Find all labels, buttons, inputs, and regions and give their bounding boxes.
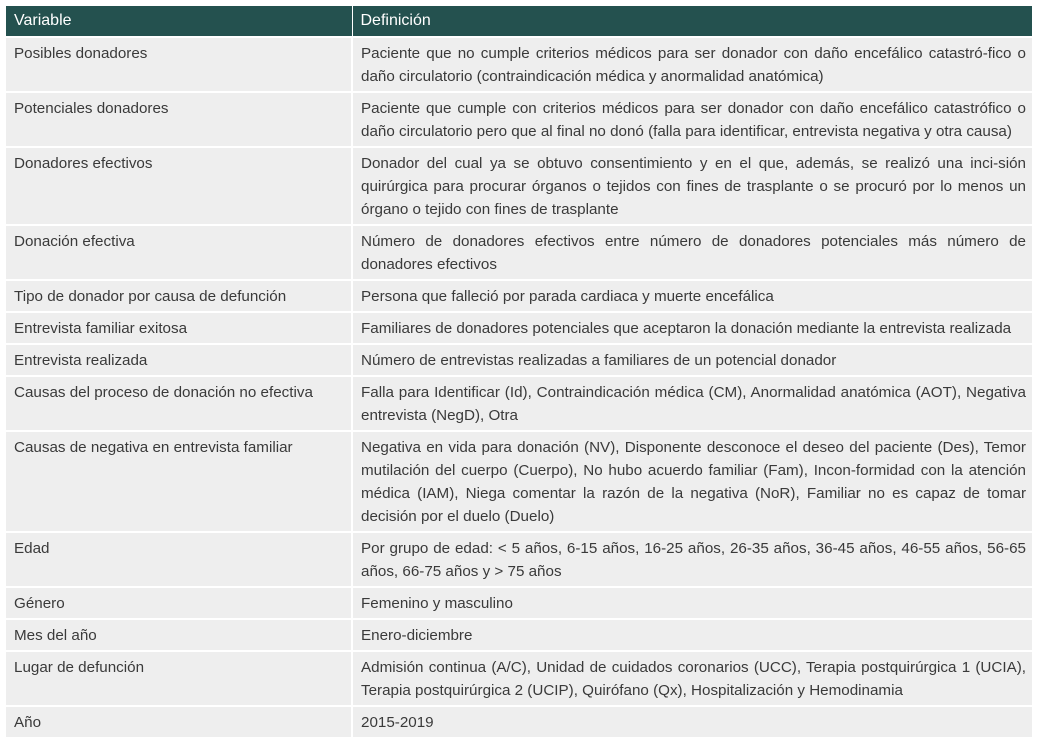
variable-cell: Donadores efectivos: [6, 147, 352, 225]
table-row: [6, 92, 1032, 147]
table-row: [6, 532, 1032, 587]
variable-cell: Posibles donadores: [6, 37, 352, 92]
definition-cell: Paciente que no cumple criterios médicos para ser donador con daño encefálico catastró-fico o daño circulatorio (contraindicación médica y anormalidad anatómica): [352, 37, 1032, 92]
variable-cell: Causas del proceso de donación no efectiva: [6, 376, 352, 431]
variables-table-container: [6, 6, 1032, 737]
definition-cell: Negativa en vida para donación (NV), Disponente desconoce el deseo del paciente (Des), Temor mutilación del cuerpo (Cuerpo), No hubo acuerdo familiar (Fam), Incon-formidad con la atención médica (IAM), Niega comentar la razón de la negativa (NoR), Familiar no es capaz de tomar decisión por el duelo (Duelo): [352, 431, 1032, 532]
table-row: [6, 312, 1032, 344]
variable-cell: Causas de negativa en entrevista familiar: [6, 431, 352, 532]
header-definition: Definición: [352, 6, 1032, 37]
table-row: [6, 376, 1032, 431]
table-row: [6, 344, 1032, 376]
variables-table: [6, 6, 1032, 737]
variable-cell: Año: [6, 706, 352, 737]
variable-cell: Edad: [6, 532, 352, 587]
variable-cell: Entrevista realizada: [6, 344, 352, 376]
variable-cell: Donación efectiva: [6, 225, 352, 280]
definition-cell: 2015-2019: [352, 706, 1032, 737]
variable-cell: Tipo de donador por causa de defunción: [6, 280, 352, 312]
variable-cell: Lugar de defunción: [6, 651, 352, 706]
table-row: [6, 619, 1032, 651]
definition-cell: Número de entrevistas realizadas a familiares de un potencial donador: [352, 344, 1032, 376]
definition-cell: Falla para Identificar (Id), Contraindicación médica (CM), Anormalidad anatómica (AOT), Negativa entrevista (NegD), Otra: [352, 376, 1032, 431]
table-row: [6, 706, 1032, 737]
definition-cell: Número de donadores efectivos entre número de donadores potenciales más número de donadores efectivos: [352, 225, 1032, 280]
table-header: [6, 6, 1032, 37]
variable-cell: Potenciales donadores: [6, 92, 352, 147]
table-row: [6, 280, 1032, 312]
definition-cell: Enero-diciembre: [352, 619, 1032, 651]
definition-cell: Admisión continua (A/C), Unidad de cuidados coronarios (UCC), Terapia postquirúrgica 1 (UCIA), Terapia postquirúrgica 2 (UCIP), Quirófano (Qx), Hospitalización y Hemodinamia: [352, 651, 1032, 706]
variable-cell: Entrevista familiar exitosa: [6, 312, 352, 344]
table-row: [6, 651, 1032, 706]
header-row: [6, 6, 1032, 37]
table-body: [6, 37, 1032, 737]
definition-cell: Persona que falleció por parada cardiaca y muerte encefálica: [352, 280, 1032, 312]
variable-cell: Género: [6, 587, 352, 619]
table-row: [6, 431, 1032, 532]
table-row: [6, 37, 1032, 92]
definition-cell: Paciente que cumple con criterios médicos para ser donador con daño encefálico catastrófico o daño circulatorio pero que al final no donó (falla para identificar, entrevista negativa y otra causa): [352, 92, 1032, 147]
table-row: [6, 587, 1032, 619]
table-row: [6, 225, 1032, 280]
header-variable: Variable: [6, 6, 352, 37]
definition-cell: Familiares de donadores potenciales que aceptaron la donación mediante la entrevista realizada: [352, 312, 1032, 344]
definition-cell: Donador del cual ya se obtuvo consentimiento y en el que, además, se realizó una inci-sión quirúrgica para procurar órganos o tejidos con fines de trasplante o se procuró por lo menos un órgano o tejido con fines de trasplante: [352, 147, 1032, 225]
definition-cell: Femenino y masculino: [352, 587, 1032, 619]
variable-cell: Mes del año: [6, 619, 352, 651]
definition-cell: Por grupo de edad: < 5 años, 6-15 años, 16-25 años, 26-35 años, 36-45 años, 46-55 años, 56-65 años, 66-75 años y > 75 años: [352, 532, 1032, 587]
table-row: [6, 147, 1032, 225]
